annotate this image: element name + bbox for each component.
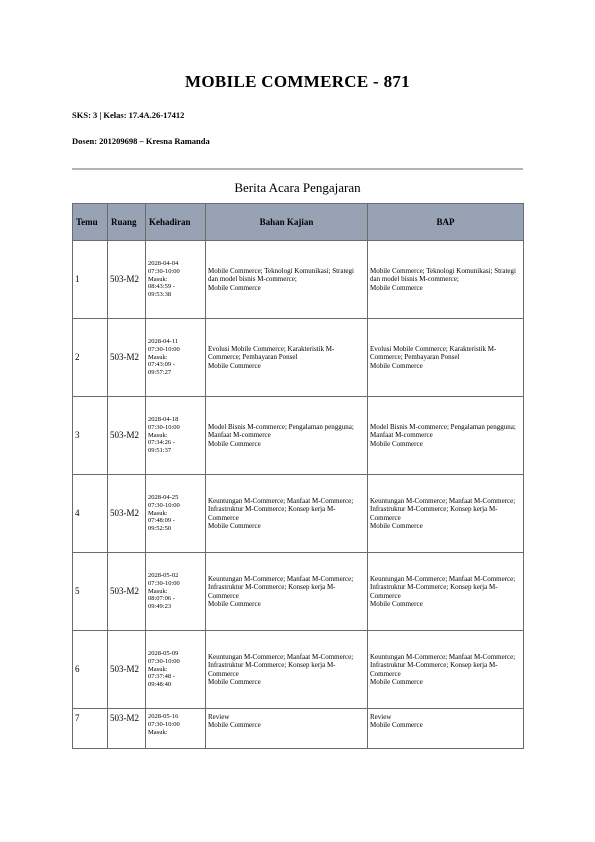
bahan-line: Mobile Commerce xyxy=(208,439,261,448)
bahan-line: Keuntungan M-Commerce; Manfaat M-Commerce; Infrastruktur M-Commerce; Konsep kerja M-Commerce xyxy=(208,652,354,678)
cell-kehadiran xyxy=(146,319,206,397)
divider xyxy=(72,168,523,170)
bap-line: Keuntungan M-Commerce; Manfaat M-Commerce; Infrastruktur M-Commerce; Konsep kerja M-Commerce xyxy=(370,574,516,600)
kehadiran-line: 2028-05-16 xyxy=(148,713,179,720)
cell-bahan-kajian xyxy=(206,709,368,749)
cell-ruang: 503-M2 xyxy=(108,475,146,553)
kehadiran-line: 2028-05-09 xyxy=(148,650,179,657)
kehadiran-line: 2028-04-18 xyxy=(148,416,179,423)
cell-temu: 1 xyxy=(73,241,108,319)
cell-bap xyxy=(368,631,524,709)
cell-bap xyxy=(368,553,524,631)
kehadiran-line: Masuk: xyxy=(148,665,168,673)
kehadiran-line: 2028-04-11 xyxy=(148,338,179,345)
kehadiran-line: 07:30-10:00 xyxy=(148,720,180,728)
cell-kehadiran xyxy=(146,553,206,631)
cell-bap xyxy=(368,241,524,319)
cell-kehadiran xyxy=(146,475,206,553)
cell-ruang: 503-M2 xyxy=(108,631,146,709)
table-row xyxy=(73,319,524,397)
cell-ruang: 503-M2 xyxy=(108,241,146,319)
document-title: MOBILE COMMERCE - 871 xyxy=(185,72,410,91)
cell-ruang: 503-M2 xyxy=(108,709,146,749)
table-row xyxy=(73,241,524,319)
bap-line: Evolusi Mobile Commerce; Karakteristik M-Commerce; Pembayaran Ponsel xyxy=(370,344,497,362)
bap-line: Mobile Commerce xyxy=(370,521,423,530)
bahan-line: Mobile Commerce xyxy=(208,721,261,730)
bahan-line: Keuntungan M-Commerce; Manfaat M-Commerce; Infrastruktur M-Commerce; Konsep kerja M-Commerce xyxy=(208,574,354,600)
cell-ruang: 503-M2 xyxy=(108,553,146,631)
cell-temu: 6 xyxy=(73,631,108,709)
kehadiran-line: 07:30-10:00 xyxy=(148,423,180,431)
bahan-line: Mobile Commerce xyxy=(208,599,261,608)
header-kehadiran: Kehadiran xyxy=(146,204,206,241)
kehadiran-line: Masuk: xyxy=(148,275,168,283)
kehadiran-line: 09:52:50 xyxy=(148,525,172,533)
cell-bap xyxy=(368,397,524,475)
kehadiran-line: 2028-04-25 xyxy=(148,494,179,501)
table-row xyxy=(73,709,524,749)
bap-line: Mobile Commerce xyxy=(370,361,423,370)
kehadiran-line: Masuk: xyxy=(148,353,168,361)
cell-bap xyxy=(368,709,524,749)
cell-temu: 3 xyxy=(73,397,108,475)
kehadiran-line: 09:53:38 xyxy=(148,291,172,299)
cell-bahan-kajian xyxy=(206,319,368,397)
table-row xyxy=(73,475,524,553)
cell-temu: 4 xyxy=(73,475,108,553)
header-ruang: Ruang xyxy=(108,204,146,241)
header-bap: BAP xyxy=(368,204,524,241)
bahan-line: Review xyxy=(208,713,230,721)
table-row xyxy=(73,397,524,475)
header-temu: Temu xyxy=(73,204,108,241)
bap-line: Mobile Commerce xyxy=(370,439,423,448)
bap-table xyxy=(72,203,524,749)
course-info: SKS: 3 | Kelas: 17.4A.26-17412 xyxy=(72,110,185,120)
header-bahan-kajian: Bahan Kajian xyxy=(206,204,368,241)
kehadiran-line: 07:30-10:00 xyxy=(148,579,180,587)
bahan-line: Mobile Commerce xyxy=(208,677,261,686)
cell-bahan-kajian xyxy=(206,553,368,631)
cell-bahan-kajian xyxy=(206,475,368,553)
kehadiran-line: 09:51:37 xyxy=(148,447,172,455)
kehadiran-line: Masuk: xyxy=(148,509,168,517)
bap-line: Review xyxy=(370,713,392,721)
kehadiran-line: Masuk: xyxy=(148,587,168,595)
kehadiran-line: 2028-04-04 xyxy=(148,260,179,267)
kehadiran-line: 2028-05-02 xyxy=(148,572,179,579)
bap-line: Model Bisnis M-commerce; Pengalaman pengguna; Manfaat M-commerce xyxy=(370,422,516,440)
bap-line: Mobile Commerce xyxy=(370,677,423,686)
bahan-line: Mobile Commerce xyxy=(208,361,261,370)
table-row xyxy=(73,631,524,709)
kehadiran-line: 09:48:40 xyxy=(148,681,172,689)
bahan-line: Model Bisnis M-commerce; Pengalaman pengguna; Manfaat M-commerce xyxy=(208,422,354,440)
cell-bahan-kajian xyxy=(206,631,368,709)
cell-kehadiran xyxy=(146,709,206,749)
bap-line: Mobile Commerce xyxy=(370,599,423,608)
table-body xyxy=(73,241,524,749)
table-row xyxy=(73,553,524,631)
bahan-line: Mobile Commerce; Teknologi Komunikasi; Strategi dan model bisnis M-commerce; xyxy=(208,266,354,284)
bahan-line: Keuntungan M-Commerce; Manfaat M-Commerce; Infrastruktur M-Commerce; Konsep kerja M-Commerce xyxy=(208,496,354,522)
cell-bahan-kajian xyxy=(206,397,368,475)
kehadiran-line: Masuk: xyxy=(148,431,168,439)
kehadiran-line: 07:48:09 - xyxy=(148,517,175,525)
cell-kehadiran xyxy=(146,631,206,709)
kehadiran-line: 07:30-10:00 xyxy=(148,657,180,665)
cell-ruang: 503-M2 xyxy=(108,397,146,475)
bap-line: Mobile Commerce xyxy=(370,721,423,730)
kehadiran-line: 07:43:09 - xyxy=(148,361,175,369)
cell-bap xyxy=(368,319,524,397)
kehadiran-line: 08:07:06 - xyxy=(148,595,175,603)
kehadiran-line: 07:30-10:00 xyxy=(148,267,180,275)
cell-kehadiran xyxy=(146,397,206,475)
cell-kehadiran xyxy=(146,241,206,319)
kehadiran-line: 07:34:26 - xyxy=(148,439,175,447)
bahan-line: Mobile Commerce xyxy=(208,283,261,292)
kehadiran-line: 07:37:48 - xyxy=(148,673,175,681)
kehadiran-line: 08:43:59 - xyxy=(148,283,175,291)
cell-temu: 7 xyxy=(73,709,108,749)
table-header-row xyxy=(73,204,524,241)
kehadiran-line: 09:57:27 xyxy=(148,369,172,377)
kehadiran-line: Masuk: xyxy=(148,728,168,736)
bap-line: Keuntungan M-Commerce; Manfaat M-Commerce; Infrastruktur M-Commerce; Konsep kerja M-Commerce xyxy=(370,496,516,522)
bahan-line: Evolusi Mobile Commerce; Karakteristik M-Commerce; Pembayaran Ponsel xyxy=(208,344,335,362)
bap-line: Mobile Commerce xyxy=(370,283,423,292)
bap-line: Mobile Commerce; Teknologi Komunikasi; Strategi dan model bisnis M-commerce; xyxy=(370,266,516,284)
kehadiran-line: 07:30-10:00 xyxy=(148,501,180,509)
kehadiran-line: 09:49:23 xyxy=(148,603,172,611)
cell-temu: 2 xyxy=(73,319,108,397)
cell-ruang: 503-M2 xyxy=(108,319,146,397)
section-title: Berita Acara Pengajaran xyxy=(234,180,361,195)
lecturer-info: Dosen: 201209698 – Kresna Ramanda xyxy=(72,136,210,146)
cell-bahan-kajian xyxy=(206,241,368,319)
cell-bap xyxy=(368,475,524,553)
cell-temu: 5 xyxy=(73,553,108,631)
kehadiran-line: 07:30-10:00 xyxy=(148,345,180,353)
bap-line: Keuntungan M-Commerce; Manfaat M-Commerce; Infrastruktur M-Commerce; Konsep kerja M-Commerce xyxy=(370,652,516,678)
bahan-line: Mobile Commerce xyxy=(208,521,261,530)
